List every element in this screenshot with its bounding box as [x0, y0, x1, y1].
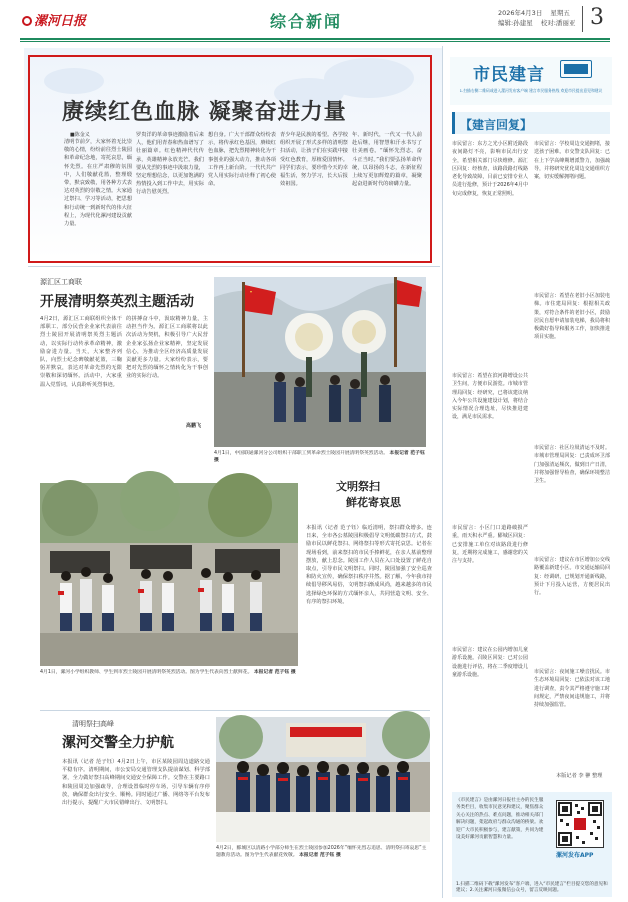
reply-entry-9: 市民留言：夜间施工噪音扰民。市生态环境局回复：已依法对该工地进行调查，责令其严格遵守施工时间规定，严禁夜间违规施工，并将持续加强监管。: [534, 669, 610, 709]
advice-badge-fill: [564, 64, 588, 74]
masthead-meta: [498, 8, 583, 28]
article2-author: 高鹏飞: [186, 423, 202, 429]
promo-footer-note: 1.扫描二维码下载“漯河发布”客户端，进入“市民建言”栏目提交您的意见和建议；2.关注漯河日报微信公众号，留言反映问题。: [456, 882, 608, 894]
lead-column-2: 罗贵洋的革命事迹激励着后来人，他们用青春和热血谱写了壮丽篇章。红色精神代代传承，英雄精神永放光芒。我们要从先烈的事迹中汲取力量，坚定理想信念，以更加饱满的热情投入到工作中去，用实际行动告慰英烈。: [136, 132, 204, 196]
masthead-rule: [20, 38, 610, 40]
citizen-advice-title: 市民建言: [473, 65, 545, 85]
reply-section-title: 【建言回复】: [460, 118, 533, 132]
newspaper-logo: [22, 10, 86, 29]
photo-cemetery-illustration: [40, 483, 298, 666]
photo-ceremony-illustration: [216, 717, 430, 842]
lead-column-3: 想自身。广大干部群众纷纷表示，将传承红色基因，赓续红色血脉，把先烈精神转化为干事创业的强大动力，推动各项工作再上新台阶。一代代共产党人用实际行动诠释了初心使命。: [208, 132, 276, 188]
article2-kicker: 源汇区工商联: [40, 278, 82, 286]
lead-headline: 赓续红色血脉 凝聚奋进力量: [62, 99, 347, 125]
article3-headline-line2: 鲜花寄哀思: [346, 496, 401, 509]
reply-entry-3: 市民留言：小区门口道路破损严重，雨天积水严重。郾城区回复：已安排施工单位对该路段进行修复，近期将完成施工，感谢您的关注与支持。: [452, 525, 528, 565]
logo-text: 漯河日报: [34, 14, 87, 29]
proof-credit: 校对:潘丽亚: [540, 19, 576, 27]
caption-credit: 本报记者 范子钰 摄: [299, 853, 341, 858]
section-title: 综合新闻: [270, 12, 343, 31]
photo-memorial-wreaths: [214, 277, 426, 447]
logo-icon: [22, 16, 32, 26]
caption-text: 4月2日，郾城区以清路小学部分师生在烈士陵园参加2026年“缅怀先烈志追思、清明祭扫寄哀思”主题教育活动。图为学生代表献花致敬。: [216, 846, 427, 858]
article2-column-2: 的拼搏奋斗中，汲取精神力量，主动担当作为。源汇区工商联将以此次活动为契机，积极引导广大民营企业家弘扬企业家精神，坚定发展信心，为推动全区经济高质量发展贡献更多力量。大家纷纷表示，要把对先烈的缅怀之情转化为干事创业的实际行动。: [126, 316, 208, 380]
issue-date: 2026年4月3日: [498, 9, 543, 17]
article4-kicker: 清明祭扫高峰: [72, 720, 114, 728]
article2-column-1: 4月2日，源汇区工商联组织全体干部职工、部分民营企业家代表前往烈士陵园开展清明祭英烈主题活动，以实际行动传承革命精神，激励奋进力量。当天，大家整齐列队，向烈士纪念碑敬献花篮，三鞠躬并默哀，表达对革命先烈的无限崇敬和深切缅怀。活动中，大家重温入党誓词，认真聆听英烈事迹。: [40, 316, 122, 388]
article2-headline: 开展清明祭英烈主题活动: [40, 294, 194, 310]
right-editor-credit: 本版记者 李 翀 整理: [556, 773, 603, 779]
lead-byline: ■陈金义: [70, 132, 90, 138]
reply-entry-4: 市民留言：建议在公园内增加儿童游乐设施。召陵区回复：已对公园设施进行评估，将在二季度增设儿童游乐设施。: [452, 647, 528, 678]
editor-credit: 编辑:孙建星: [498, 19, 533, 27]
reply-entry-2: 市民留言：希望在滨河路增设公共卫生间，方便市民游览。市城市管理局回复：经研究，已将该建议纳入今年公共设施建设计划，将结合实际情况合理选址，尽快推进建设，满足市民需求。: [452, 373, 528, 421]
page-divider: [582, 6, 583, 32]
reply-entry-8: 市民留言：建议在市区增加公交线路覆盖新建小区。市交通运输局回复：经调研，已规划开通新线路，预计下月投入运营，方便居民出行。: [534, 557, 610, 597]
photo-students-cemetery: [40, 483, 298, 666]
caption-credit: 本报记者 范子钰 摄: [214, 451, 425, 463]
photo-wreath-illustration: [214, 277, 426, 447]
section-divider: [40, 710, 430, 711]
photo-students-ceremony: [216, 717, 430, 842]
caption-text: 4月1日，漯河小学组织教师、学生到市烈士陵园开展清明祭英烈活动。图为学生代表向烈士献鲜花。: [40, 670, 253, 675]
reply-entry-7: 市民留言：社区垃圾清运不及时。市城市管理局回复：已责成环卫部门加强清运频次，做到日产日清，并将加强督导检查，确保环境整洁卫生。: [534, 445, 610, 485]
article4-photo-caption: [216, 845, 430, 859]
masthead-rule-thin: [20, 41, 610, 42]
caption-text: 4月1日，中国联通漯河分公司组织干部职工到革命烈士陵园开展清明祭英烈活动。: [214, 451, 388, 456]
app-logo-icon: [574, 818, 586, 830]
issue-weekday: 星期五: [550, 9, 570, 17]
article3-headline-line1: 文明祭扫: [336, 480, 380, 493]
qr-label: 漯河发布APP: [556, 852, 594, 859]
article4-headline: 漯河交警全力护航: [62, 735, 174, 751]
column-divider: [442, 46, 443, 898]
article2-photo-caption: [214, 450, 426, 464]
lead-column-5: 年、新时代，一代又一代人前赴后继，用智慧和汗水书写了壮美画卷。“缅怀先烈志，奋斗正当时。”我们要弘扬革命传统，以昂扬的斗志，在新征程上续写更加辉煌的篇章，凝聚起奋进新时代的磅礴力量。: [352, 132, 422, 188]
reply-entry-6: 市民留言：希望在老旧小区加装电梯。市住建局回复：根据相关政策，对符合条件的老旧小区，鼓励居民自愿申请加装电梯，我局将积极做好指导和服务工作，加快推进项目实施。: [534, 293, 610, 341]
caption-credit: 本报记者 范子钰 摄: [253, 670, 296, 675]
lead-column-1: 清明节前夕，大家怀着无比崇敬的心情，纷纷前往烈士陵园和革命纪念地，寄托哀思，缅怀先烈。在庄严肃穆的氛围中，人们敬献花篮，整理缎带，默哀致敬，用各种方式表达对英烈的崇敬之情。大家通过祭扫、学习等活动，把思想和行动统一到新时代的伟大征程上，为现代化漯河建设贡献力量。: [64, 139, 132, 228]
masthead: [0, 0, 628, 40]
reply-entry-1: 市民留言：东方之光小区附近路段夜间路灯不亮，影响市民出行安全，希望相关部门尽快维修。源汇区回复：经核查，该路段路灯线路老化导致故障，目前已安排专业人员进行抢修，预计于2026年4月中旬完成修复，恢复正常照明。: [452, 141, 528, 197]
promo-description: 《市民建言》是由漯河日报社主办的民生服务类栏目，收集市民意见和建议，聚焦群众关心关注的热点、难点问题，推动相关部门解决问题，架起政府与群众沟通的桥梁。欢迎广大市民积极参与，建言献策，共同为建设美好漯河贡献智慧和力量。: [456, 798, 544, 841]
article3-body: 本报讯（记者 范子钰）临近清明，祭扫群众增多。连日来，全市各公墓陵园积极倡导文明低碳祭扫方式，鼓励市民以鲜花祭扫、网络祭扫等形式寄托哀思。记者在现场看到，前来祭扫的市民手捧鲜花，在亲人墓前整理摆放，献上思念。陵园工作人员在入口处设置了鲜花自取点，引导市民文明祭扫。同时，陵园加强了安全巡查和防火宣传，确保祭扫秩序井然。据了解，今年我市持续倡导移风易俗，文明祭扫渐成风尚，越来越多的市民选择绿色环保的方式缅怀亲人，共同营造文明、安全、有序的祭扫环境。: [306, 525, 432, 605]
lead-column-4: 青少年是民族的希望。各学校组织开展了形式多样的清明祭扫活动，让孩子们在实践中接受红色教育，厚植爱国情怀。同学们表示，要珍惜今天的幸福生活，努力学习，长大后报效祖国。: [280, 132, 348, 188]
reply-entry-5: 市民留言：学校周边交通拥堵，接送孩子困难。市交警支队回复：已在上下学高峰期增派警力，加强疏导，并将研究优化周边交通组织方案，切实缓解拥堵问题。: [534, 141, 610, 181]
section-divider: [28, 266, 440, 267]
citizen-advice-subtitle: 1.扫描右侧二维码或进入漯河发布客户端 建言市民服务热线 欢迎市民提出意见和建议: [459, 88, 603, 93]
article3-photo-caption: [40, 669, 298, 676]
page-number: 3: [590, 5, 604, 30]
article4-body: 本报讯（记者 范子钰）4月2日上午，市区某陵园周边道路交通平稳有序。清明期间，市公安局交通管理支队提前谋划、科学部署，全力做好祭扫高峰期间交通安全保障工作。交警在主要路口和陵园周边加强疏导，合理设置临时停车场，引导车辆有序停放，确保群众出行安全、顺畅。同时通过广播、网络等平台发布出行提示，提醒广大市民错峰出行、文明祭扫。: [62, 759, 210, 807]
